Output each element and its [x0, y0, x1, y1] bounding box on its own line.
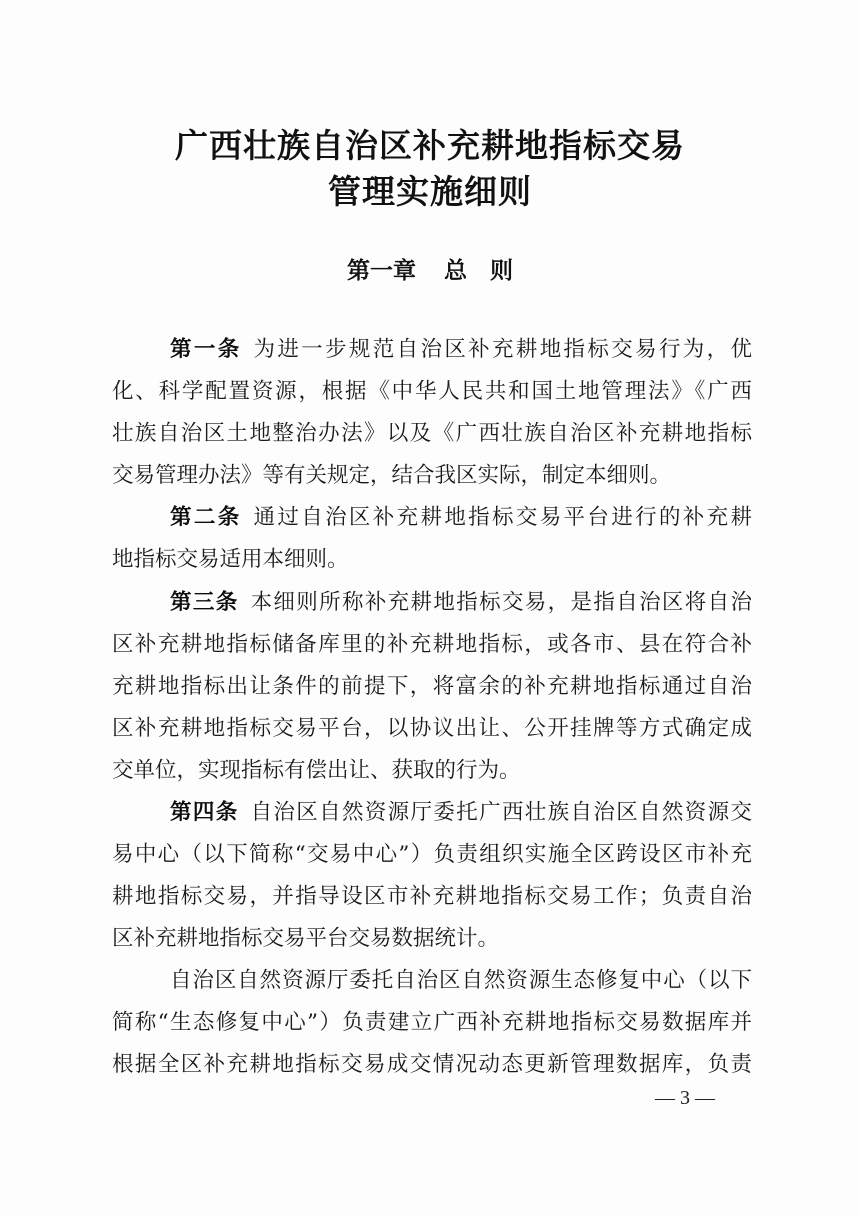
article-3-line-4: 区补充耕地指标交易平台，以协议出让、公开挂牌等方式确定成 [112, 716, 752, 741]
paragraph-line-2: 简称“生态修复中心”）负责建立广西补充耕地指标交易数据库并 [112, 1010, 752, 1035]
article-4-line-1: 第四条 自治区自然资源厅委托广西壮族自治区自然资源交 [170, 800, 752, 825]
article-1-line-4: 交易管理办法》等有关规定，结合我区实际，制定本细则。 [112, 463, 672, 488]
article-4-line-3: 耕地指标交易，并指导设区市补充耕地指标交易工作；负责自治 [112, 884, 752, 909]
paragraph-line-1: 自治区自然资源厅委托自治区自然资源生态修复中心（以下 [170, 968, 752, 993]
page-number: — 3 — [655, 1087, 715, 1109]
article-4-line-2: 易中心（以下简称“交易中心”）负责组织实施全区跨设区市补充 [112, 842, 752, 867]
article-1-line-3: 壮族自治区土地整治办法》以及《广西壮族自治区补充耕地指标 [112, 421, 752, 446]
article-heading: 第三条 [170, 590, 239, 615]
article-heading: 第二条 [170, 505, 242, 530]
article-1-line-2: 化、科学配置资源，根据《中华人民共和国土地管理法》《广西 [112, 379, 752, 404]
article-3-line-3: 充耕地指标出让条件的前提下，将富余的补充耕地指标通过自治 [112, 674, 752, 699]
article-heading: 第一条 [170, 337, 242, 362]
document-title-line2: 管理实施细则 [328, 172, 532, 211]
paragraph-line-3: 根据全区补充耕地指标交易成交情况动态更新管理数据库，负责 [112, 1052, 752, 1077]
article-4-line-4: 区补充耕地指标交易平台交易数据统计。 [112, 926, 500, 951]
chapter-label: 第一章 [347, 257, 416, 284]
article-1-line-1: 第一条 为进一步规范自治区补充耕地指标交易行为，优 [170, 337, 752, 362]
document-title-line1: 广西壮族自治区补充耕地指标交易 [175, 126, 685, 165]
article-3-line-5: 交单位，实现指标有偿出让、获取的行为。 [112, 758, 521, 783]
article-2-line-1: 第二条 通过自治区补充耕地指标交易平台进行的补充耕 [170, 505, 752, 530]
chapter-heading [0, 252, 860, 285]
chapter-name: 总 则 [444, 257, 513, 284]
article-3-line-1: 第三条 本细则所称补充耕地指标交易，是指自治区将自治 [170, 590, 752, 615]
article-2-line-2: 地指标交易适用本细则。 [112, 547, 349, 572]
article-heading: 第四条 [170, 800, 239, 825]
article-3-line-2: 区补充耕地指标储备库里的补充耕地指标，或各市、县在符合补 [112, 632, 752, 657]
